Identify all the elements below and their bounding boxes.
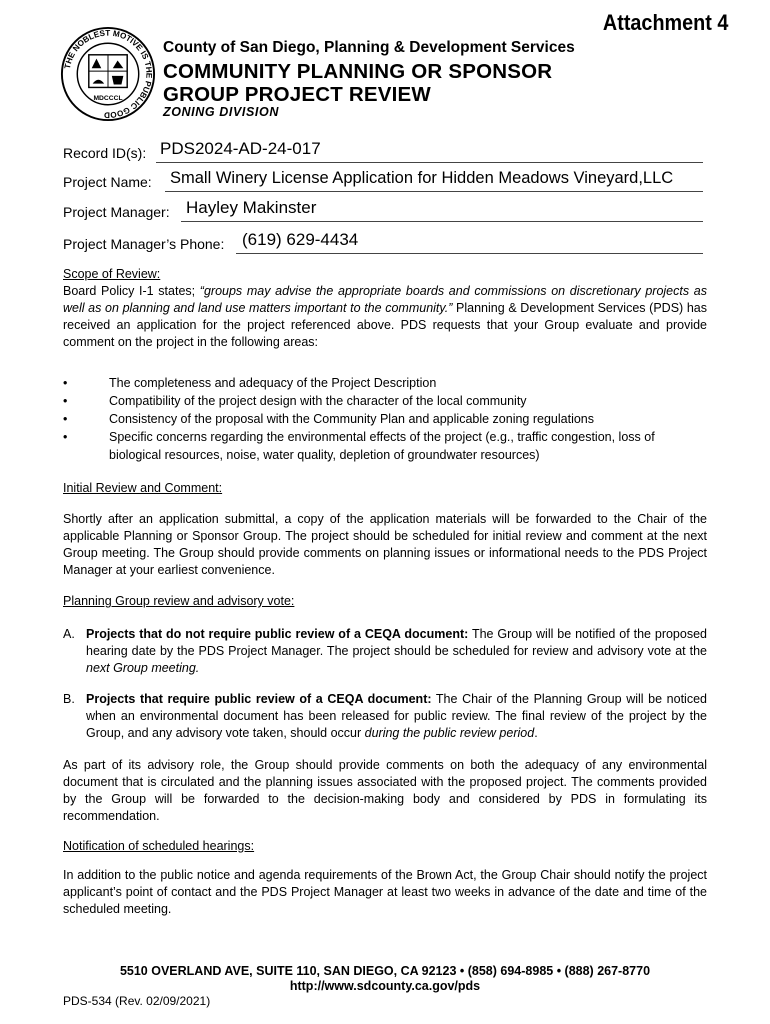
project-name-line[interactable] [165, 190, 703, 192]
bullet-icon: • [63, 376, 68, 390]
footer-address: 5510 OVERLAND AVE, SUITE 110, SAN DIEGO, CA 92123 • (858) 694-8985 • (888) 267-8770 [119, 964, 651, 978]
footer [0, 964, 770, 994]
scope-heading: Scope of Review: [63, 267, 161, 281]
division-label: ZONING DIVISION [163, 105, 279, 119]
seal-year: MDCCCL [93, 94, 123, 102]
project-manager-label: Project Manager: [63, 204, 170, 220]
scope-lead: Board Policy I-1 states; [63, 284, 200, 298]
item-a [63, 626, 707, 677]
project-manager-field [63, 196, 703, 222]
bullet-icon: • [63, 430, 68, 444]
list-item-text: Specific concerns regarding the environmental effects of the project (e.g., traffic congestion, loss of biological resources, noise, water quality, depletion of groundwater resources) [109, 430, 655, 462]
form-title [163, 60, 552, 106]
list-item-text: Consistency of the proposal with the Community Plan and applicable zoning regulations [109, 412, 595, 426]
item-b-end: . [534, 726, 538, 740]
form-title-line1: COMMUNITY PLANNING OR SPONSOR [163, 60, 553, 83]
scope-quote: “groups may advise the appropriate boards and commissions on discretionary projects as well as on planning and land use matters important to the community.” [63, 284, 707, 315]
item-b-heading: Projects that require public review of a CEQA document: [86, 692, 432, 706]
list-item [63, 428, 707, 464]
list-item [63, 374, 707, 392]
bullet-icon: • [63, 412, 68, 426]
project-name-label: Project Name: [63, 174, 152, 190]
list-item-text: The completeness and adequacy of the Project Description [109, 376, 437, 390]
review-areas-list [63, 374, 707, 464]
list-item-text: Compatibility of the project design with the character of the local community [109, 394, 527, 408]
advisory-paragraph: As part of its advisory role, the Group should provide comments on both the adequacy of any environmental document that is circulated and the planning issues associated with the proposed project. The comments provided by the Group will be forwarded to the decision-making body and considered by PDS in formulating its recommendation. [63, 758, 707, 823]
record-id-label: Record ID(s): [63, 145, 147, 161]
item-b-emphasis: during the public review period [364, 726, 535, 740]
item-a-heading: Projects that do not require public review of a CEQA document: [86, 627, 469, 641]
record-id-value[interactable]: PDS2024-AD-24-017 [160, 139, 321, 158]
bullet-icon: • [63, 394, 68, 408]
scope-paragraph [63, 283, 707, 351]
item-a-marker: A. [63, 627, 75, 641]
footer-url[interactable]: http://www.sdcounty.ca.gov/pds [289, 979, 481, 993]
county-seal-icon [60, 26, 156, 122]
manager-phone-label: Project Manager’s Phone: [63, 236, 225, 252]
manager-phone-line[interactable] [236, 252, 703, 254]
record-id-field [63, 137, 703, 163]
initial-review-paragraph: Shortly after an application submittal, a copy of the application materials will be forwarded to the Chair of the applicable Planning or Sponsor Group. The project should be scheduled for initial review and comment at the next Group meeting. The Group should provide comments on planning issues or informational needs to the PDS Project Manager at your earliest convenience. [63, 512, 707, 577]
notification-heading: Notification of scheduled hearings: [63, 839, 255, 853]
form-title-line2: GROUP PROJECT REVIEW [163, 83, 431, 106]
manager-phone-field [63, 228, 703, 254]
record-id-line[interactable] [156, 161, 703, 163]
list-item [63, 392, 707, 410]
project-name-field [63, 166, 703, 192]
scope-rest: Planning & Development Services (PDS) has received an application for the project referenced above. PDS requests that your Group evaluate and provide comment on the project in the following areas: [63, 301, 707, 349]
seal-motto: THE NOBLEST MOTIVE IS THE PUBLIC GOOD [62, 28, 154, 120]
form-number: PDS-534 (Rev. 02/09/2021) [63, 994, 211, 1008]
project-manager-line[interactable] [181, 220, 703, 222]
project-manager-value[interactable]: Hayley Makinster [186, 198, 317, 217]
county-department: County of San Diego, Planning & Development Services [163, 39, 575, 56]
attachment-label: Attachment 4 [602, 10, 728, 35]
project-name-value[interactable]: Small Winery License Application for Hidden Meadows Vineyard,LLC [170, 169, 674, 187]
item-b-marker: B. [63, 692, 75, 706]
manager-phone-value[interactable]: (619) 629-4434 [242, 230, 359, 249]
notification-paragraph: In addition to the public notice and agenda requirements of the Brown Act, the Group Chair should notify the project applicant’s point of contact and the PDS Project Manager at least two weeks in advance of the date and time of the scheduled meeting. [63, 868, 707, 916]
planning-review-heading: Planning Group review and advisory vote: [63, 594, 295, 608]
initial-review-heading: Initial Review and Comment: [63, 481, 223, 495]
item-a-emphasis: next Group meeting. [86, 661, 200, 675]
list-item [63, 410, 707, 428]
item-a-text: The Group will be notified of the proposed hearing date by the PDS Project Manager. The project should be scheduled for review and advisory vote at the [86, 627, 707, 658]
item-b-text: The Chair of the Planning Group will be noticed when an environmental document has been released for public review. The final review of the project by the Group, and any advisory vote taken, should occur [86, 692, 707, 740]
item-b [63, 691, 707, 742]
